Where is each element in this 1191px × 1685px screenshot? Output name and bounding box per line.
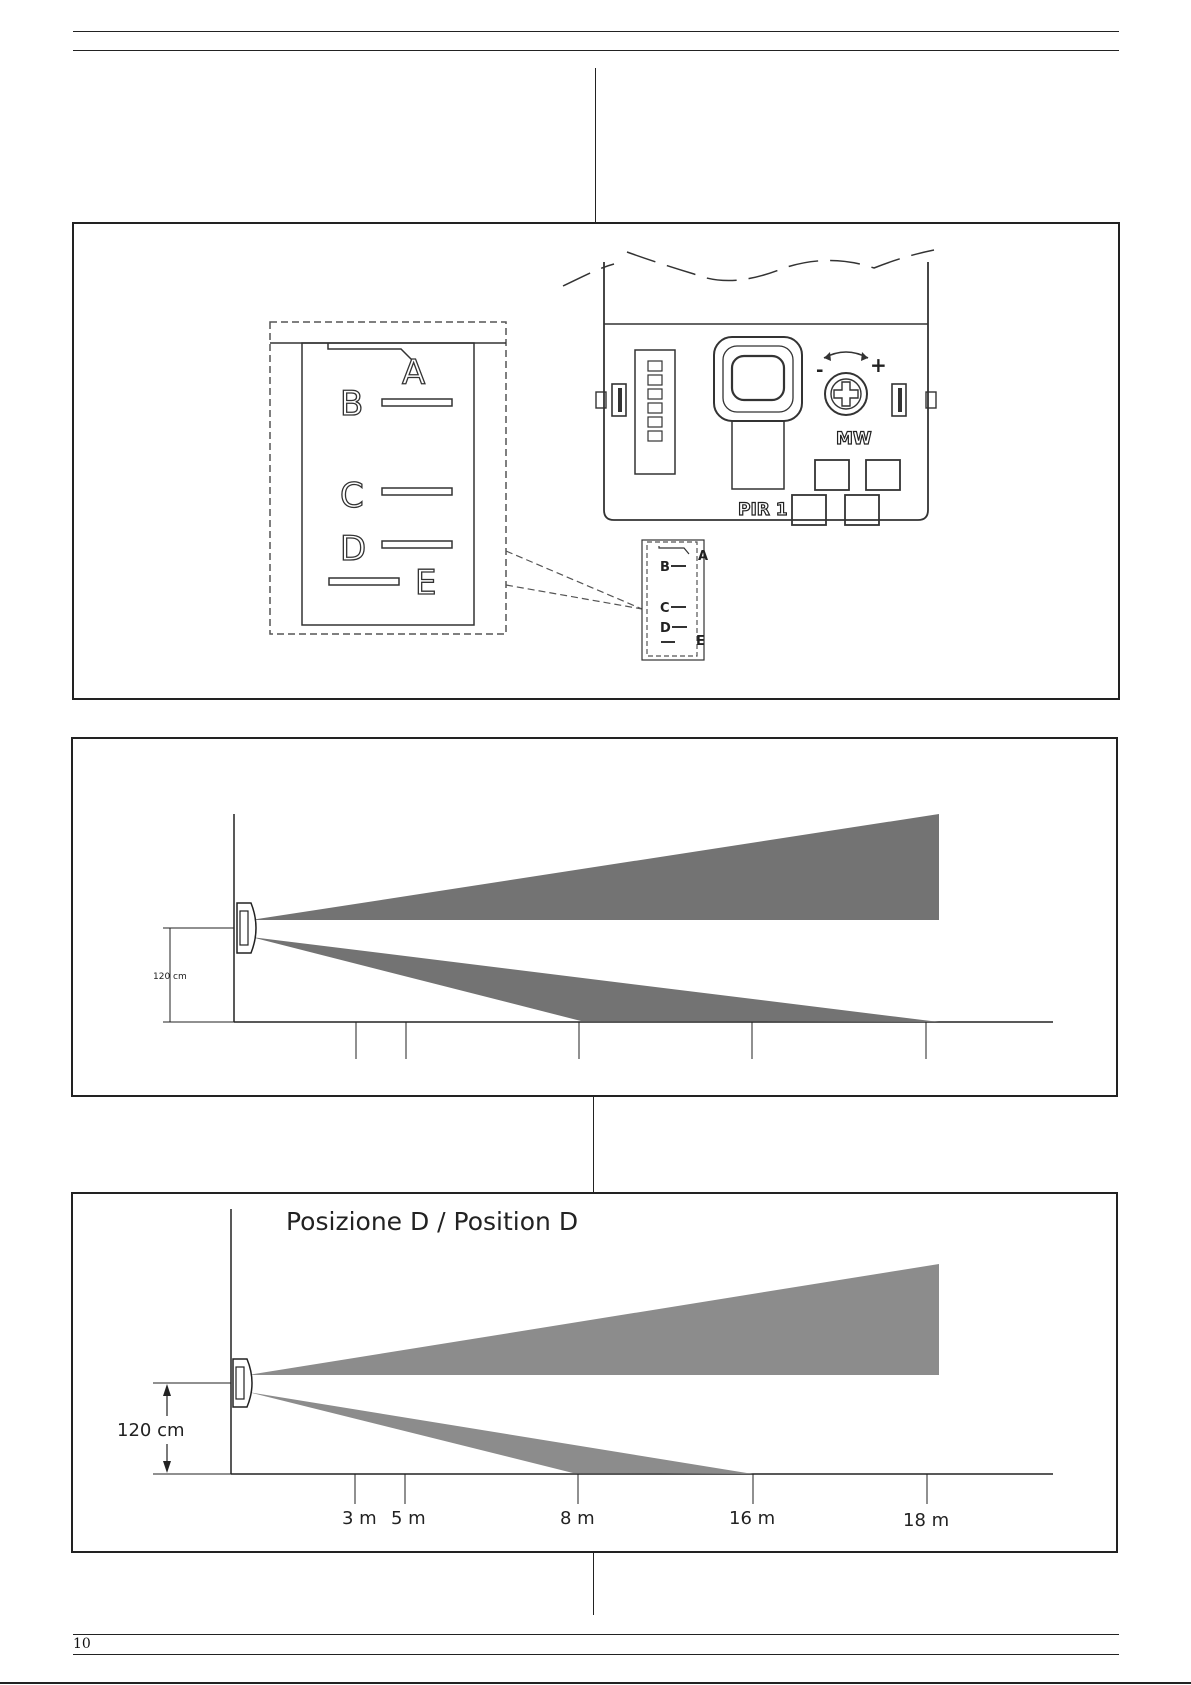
detail-label-e: E [696, 634, 705, 649]
distance-label-5m: 5 m [391, 1508, 426, 1529]
zoom-label-e: E [415, 563, 437, 603]
distance-label-8m: 8 m [560, 1508, 595, 1529]
column-divider-bottom [593, 1553, 594, 1615]
footer-rule-bottom [73, 1654, 1119, 1655]
pad-1 [815, 460, 849, 490]
zoom-card [302, 343, 474, 625]
distance-label-18m: 18 m [903, 1510, 950, 1531]
detail-label-b: B [660, 560, 670, 575]
zoom-label-b: B [340, 384, 364, 424]
figure-coverage-unlabeled [71, 737, 1118, 1097]
distance-label-16m: 16 m [729, 1508, 776, 1529]
header-rule-bottom [73, 50, 1119, 51]
height-label: 120 cm [117, 1420, 185, 1441]
slot-d [382, 541, 452, 548]
height-label: 120 cm [153, 972, 187, 982]
zoom-label-d: D [340, 529, 367, 569]
detail-label-d: D [660, 621, 671, 636]
pad-2 [866, 460, 900, 490]
zoom-label-a: A [402, 353, 426, 393]
slot-b [382, 399, 452, 406]
trimmer-minus: - [816, 360, 824, 381]
lower-beam [248, 1392, 753, 1474]
position-title: Posizione D / Position D [286, 1207, 579, 1236]
detail-card-dashed [647, 542, 697, 656]
footer-rule-top [73, 1634, 1119, 1635]
column-divider-top [595, 68, 596, 223]
slot-e [329, 578, 399, 585]
figure-board-detail [72, 222, 1120, 700]
board-outline [604, 262, 928, 520]
zoom-label-c: C [340, 476, 364, 516]
mw-label: MW [836, 429, 872, 449]
figure-position-d [71, 1192, 1118, 1553]
trimmer-plus: + [870, 353, 887, 377]
zoom-box [270, 322, 506, 634]
detail-label-a: A [698, 549, 709, 564]
dip-switches [648, 361, 662, 441]
coverage-diagram-2 [73, 1194, 1116, 1551]
upper-beam [251, 814, 939, 920]
pir-label: PIR 1 [738, 500, 788, 520]
page-bottom-rule [0, 1682, 1191, 1684]
upper-beam [248, 1264, 939, 1375]
slot-c [382, 488, 452, 495]
lower-beam [251, 937, 939, 1022]
detail-label-c: C [660, 601, 670, 616]
distance-label-3m: 3 m [342, 1508, 377, 1529]
dip-switch-block [635, 350, 675, 474]
coverage-diagram-1 [73, 739, 1116, 1095]
board-diagram [74, 224, 1118, 698]
column-divider-middle [593, 1097, 594, 1193]
header-rule-top [73, 31, 1119, 32]
page-number: 10 [73, 1636, 91, 1652]
